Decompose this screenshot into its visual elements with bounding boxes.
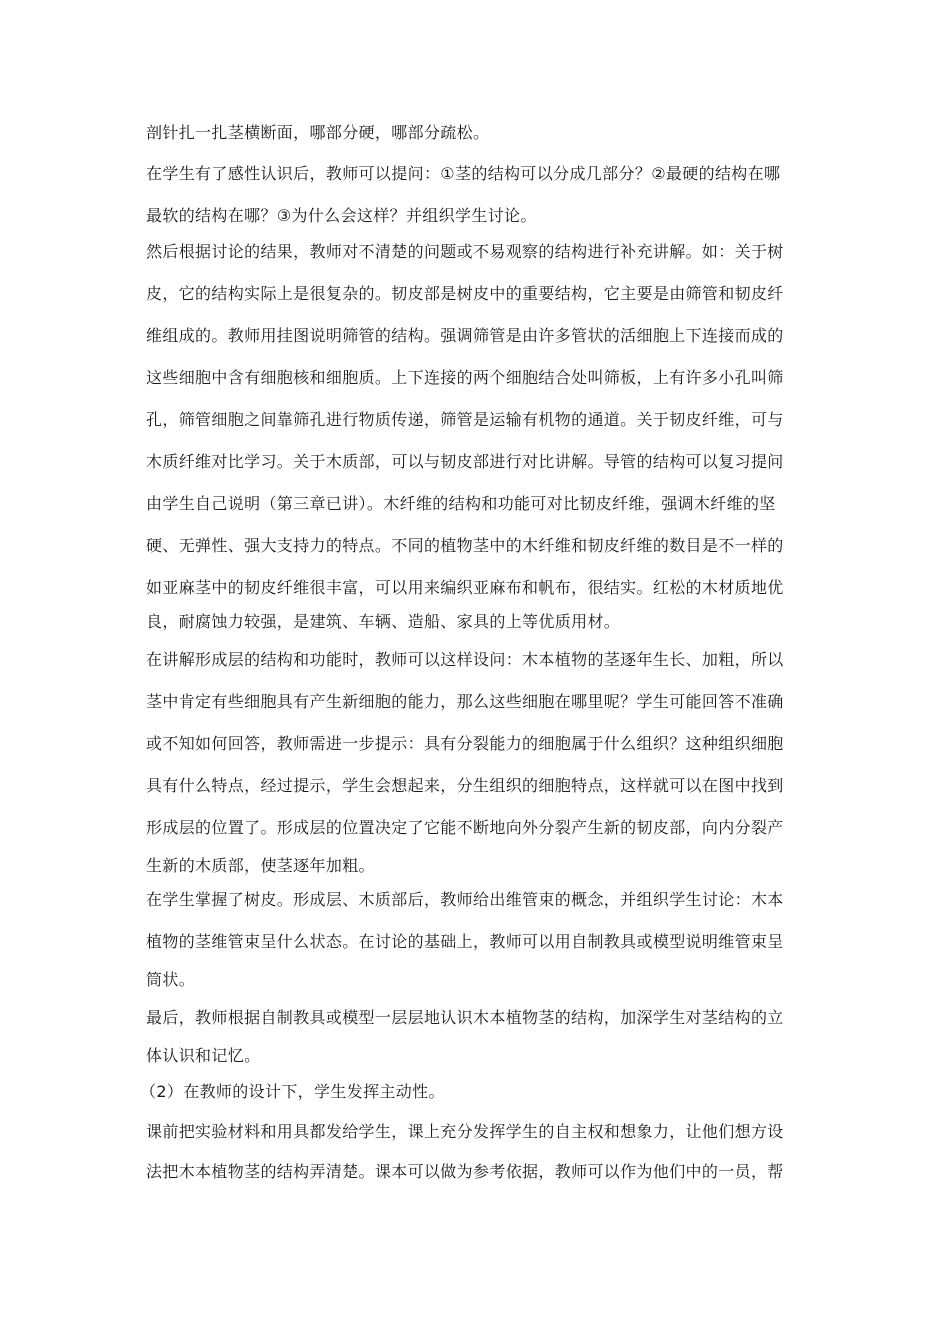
text-line: 这些细胞中含有细胞核和细胞质。上下连接的两个细胞结合处叫筛板，上有许多小孔叫筛: [146, 368, 784, 387]
text-line: 在学生掌握了树皮。形成层、木质部后，教师给出维管束的概念，并组织学生讨论：木本: [146, 890, 784, 909]
text-line: 形成层的位置了。形成层的位置决定了它能不断地向外分裂产生新的韧皮部，向内分裂产: [146, 818, 784, 837]
text-line: 筒状。: [146, 970, 196, 989]
text-line: 皮，它的结构实际上是很复杂的。韧皮部是树皮中的重要结构，它主要是由筛管和韧皮纤: [146, 284, 784, 303]
text-line: 由学生自己说明（第三章已讲）。木纤维的结构和功能可对比韧皮纤维，强调木纤维的坚: [146, 494, 776, 513]
text-line: 剖针扎一扎茎横断面，哪部分硬，哪部分疏松。: [146, 123, 490, 142]
text-line: 课前把实验材料和用具都发给学生，课上充分发挥学生的自主权和想象力，让他们想方设: [146, 1122, 784, 1141]
text-line: 良，耐腐蚀力较强，是建筑、车辆、造船、家具的上等优质用材。: [146, 612, 621, 631]
text-line: 具有什么特点，经过提示，学生会想起来，分生组织的细胞特点，这样就可以在图中找到: [146, 776, 784, 795]
text-line: 茎中肯定有些细胞具有产生新细胞的能力，那么这些细胞在哪里呢？学生可能回答不准确: [146, 692, 784, 711]
text-line: 孔，筛管细胞之间靠筛孔进行物质传递，筛管是运输有机物的通道。关于韧皮纤维，可与: [146, 410, 784, 429]
text-line: 在讲解形成层的结构和功能时，教师可以这样设问：木本植物的茎逐年生长、加粗，所以: [146, 650, 784, 669]
text-line: 木质纤维对比学习。关于木质部，可以与韧皮部进行对比讲解。导管的结构可以复习提问: [146, 452, 784, 471]
text-line: 然后根据讨论的结果，教师对不清楚的问题或不易观察的结构进行补充讲解。如：关于树: [146, 242, 784, 261]
text-line: 生新的木质部，使茎逐年加粗。: [146, 856, 375, 875]
text-line: 或不知如何回答，教师需进一步提示：具有分裂能力的细胞属于什么组织？这种组织细胞: [146, 734, 784, 753]
text-line: 法把木本植物茎的结构弄清楚。课本可以做为参考依据，教师可以作为他们中的一员，帮: [146, 1162, 784, 1181]
text-line: 最后，教师根据自制教具或模型一层层地认识木本植物茎的结构，加深学生对茎结构的立: [146, 1008, 784, 1027]
text-line: 硬、无弹性、强大支持力的特点。不同的植物茎中的木纤维和韧皮纤维的数目是不一样的: [146, 536, 784, 555]
section-heading: （2）在教师的设计下，学生发挥主动性。: [140, 1082, 445, 1101]
text-line: 最软的结构在哪？③为什么会这样？并组织学生讨论。: [146, 206, 537, 225]
text-line: 在学生有了感性认识后，教师可以提问：①茎的结构可以分成几部分？②最硬的结构在哪: [146, 164, 781, 183]
text-line: 体认识和记忆。: [146, 1046, 261, 1065]
text-line: 植物的茎维管束呈什么状态。在讨论的基础上，教师可以用自制教具或模型说明维管束呈: [146, 932, 784, 951]
text-line: 维组成的。教师用挂图说明筛管的结构。强调筛管是由许多管状的活细胞上下连接而成的: [146, 326, 784, 345]
text-line: 如亚麻茎中的韧皮纤维很丰富，可以用来编织亚麻布和帆布，很结实。红松的木材质地优: [146, 578, 784, 597]
